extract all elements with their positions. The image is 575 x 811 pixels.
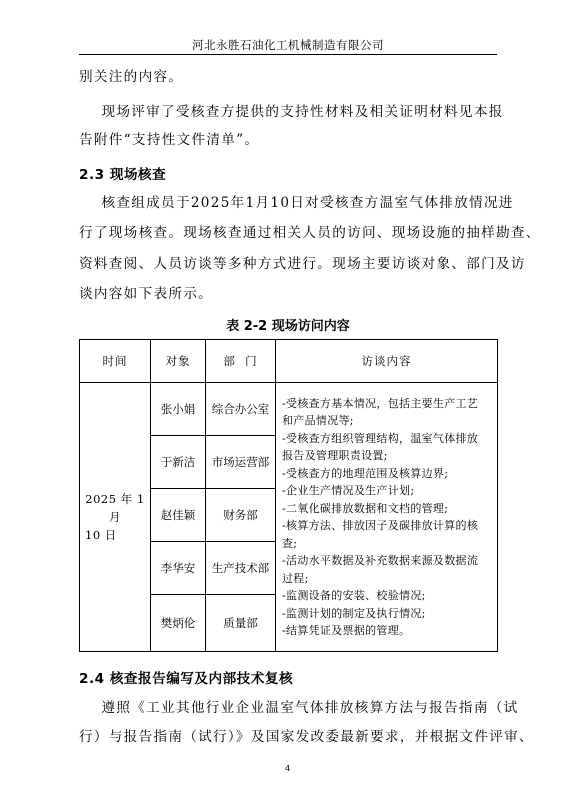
content-line: -受核查方基本情况，包括主要生产工艺 xyxy=(282,396,479,410)
dept-cell: 综合办公室 xyxy=(206,383,276,436)
paragraph-line: 谈内容如下表所示。 xyxy=(79,286,214,302)
table-caption: 表 2-2 现场访问内容 xyxy=(226,319,350,334)
header-rule xyxy=(79,54,497,55)
person-cell: 樊炳伦 xyxy=(151,595,206,652)
paragraph-line: 行）与报告指南（试行）》及国家发改委最新要求，并根据文件评审、 xyxy=(79,729,534,745)
dept-cell: 财务部 xyxy=(206,489,276,542)
content-line: 报告及管理职责设置; xyxy=(282,449,388,462)
person-cell: 于新洁 xyxy=(151,436,206,489)
visit-date-cell xyxy=(80,383,151,652)
visit-date-line: 10 日 xyxy=(85,528,117,542)
content-line: -企业生产情况及生产计划; xyxy=(282,484,415,497)
paragraph-line: 核查组成员于2025年1月10日对受核查方温室气体排放情况进 xyxy=(79,195,514,211)
person-cell: 赵佳颖 xyxy=(151,489,206,542)
dept-cell: 质量部 xyxy=(206,595,276,652)
header-content: 访谈内容 xyxy=(276,340,498,383)
paragraph-line: 资料查阅、人员访谈等多种方式进行。现场主要访谈对象、部门及访 xyxy=(79,256,526,272)
visit-date-line: 2025 年 1 月 xyxy=(85,492,145,524)
header-dept: 部 门 xyxy=(206,340,276,383)
header-time: 时间 xyxy=(80,340,151,383)
header-person: 对象 xyxy=(151,340,206,383)
interview-content-cell xyxy=(276,383,498,652)
paragraph-line: 别关注的内容。 xyxy=(79,69,184,85)
site-visit-table xyxy=(79,339,498,652)
dept-cell: 市场运营部 xyxy=(206,436,276,489)
paragraph-line: 行了现场核查。现场核查通过相关人员的访问、现场设施的抽样勘查、 xyxy=(79,225,541,241)
running-header: 河北永胜石油化工机械制造有限公司 xyxy=(192,38,384,52)
section-heading-2-3: 2.3 现场核查 xyxy=(79,167,167,183)
table-row xyxy=(80,383,498,436)
paragraph-line: 告附件“支持性文件清单”。 xyxy=(79,132,260,148)
dept-cell: 生产技术部 xyxy=(206,542,276,595)
content-line: -核算方法、排放因子及碳排放计算的核 xyxy=(282,519,479,532)
paragraph-line: 遵照《工业其他行业企业温室气体排放核算方法与报告指南（试 xyxy=(79,700,519,716)
content-line: -受核查方的地理范围及核算边界; xyxy=(282,466,449,480)
content-line: -监测设备的安装、校验情况; xyxy=(282,589,426,602)
content-line: -二氧化碳排放数据和文档的管理; xyxy=(282,501,449,515)
content-line: -受核查方组织管理结构，温室气体排放 xyxy=(282,431,479,445)
person-cell: 张小娟 xyxy=(151,383,206,436)
content-line: 和产品情况等; xyxy=(282,414,354,427)
table-header-row xyxy=(80,340,498,383)
content-line: -活动水平数据及补充数据来源及数据流 xyxy=(282,554,479,567)
page-number: 4 xyxy=(284,764,291,773)
content-line: 过程; xyxy=(282,571,309,585)
section-heading-2-4: 2.4 核查报告编写及内部技术复核 xyxy=(79,671,294,687)
content-line: 查; xyxy=(282,536,298,550)
person-cell: 李华安 xyxy=(151,542,206,595)
content-line: -监测计划的制定及执行情况; xyxy=(282,606,426,620)
content-line: -结算凭证及票据的管理。 xyxy=(282,624,411,637)
paragraph-line: 现场评审了受核查方提供的支持性材料及相关证明材料见本报 xyxy=(79,104,504,120)
